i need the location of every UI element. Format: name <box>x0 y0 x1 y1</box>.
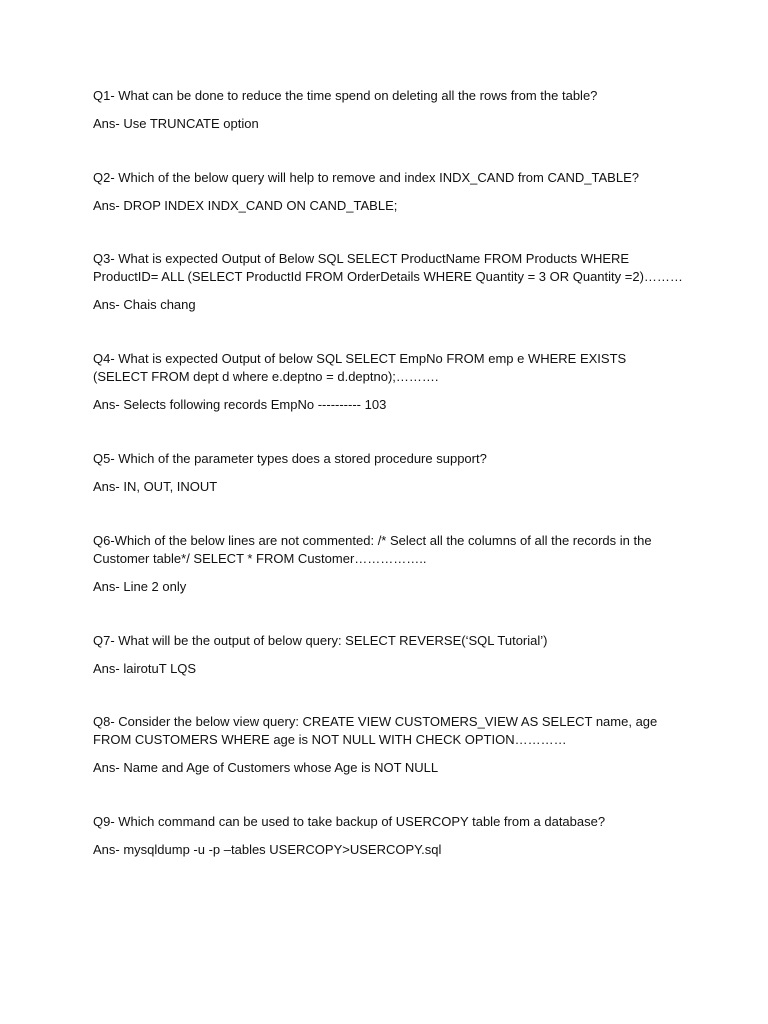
qa-item-5 <box>93 450 683 496</box>
question-text: Q9- Which command can be used to take backup of USERCOPY table from a database? <box>93 814 606 829</box>
answer-text: Ans- lairotuT LQS <box>93 661 197 676</box>
answer-text: Ans- Chais chang <box>93 297 196 312</box>
qa-item-8 <box>93 713 683 777</box>
question-text: Q2- Which of the below query will help to remove and index INDX_CAND from CAND_TABLE? <box>93 170 639 185</box>
qa-item-7 <box>93 632 683 678</box>
qa-item-3 <box>93 250 683 314</box>
question-text: Q3- What is expected Output of Below SQL SELECT ProductName FROM Products WHERE ProductID= ALL (SELECT ProductId FROM OrderDetails WHERE Quantity = 3 OR Quantity =2)……… <box>93 251 683 284</box>
question-text: Q7- What will be the output of below query: SELECT REVERSE(‘SQL Tutorial’) <box>93 633 548 648</box>
question-text: Q8- Consider the below view query: CREATE VIEW CUSTOMERS_VIEW AS SELECT name, age FROM CUSTOMERS WHERE age is NOT NULL WITH CHECK OPTION………… <box>93 714 658 747</box>
question-text: Q5- Which of the parameter types does a stored procedure support? <box>93 451 487 466</box>
question-text: Q4- What is expected Output of below SQL SELECT EmpNo FROM emp e WHERE EXISTS (SELECT FROM dept d where e.deptno = d.deptno);………. <box>93 351 627 384</box>
qa-item-1 <box>93 87 683 133</box>
answer-text: Ans- DROP INDEX INDX_CAND ON CAND_TABLE; <box>93 198 398 213</box>
answer-text: Ans- Line 2 only <box>93 579 187 594</box>
qa-item-6 <box>93 532 683 596</box>
answer-text: Ans- mysqldump -u -p –tables USERCOPY>USERCOPY.sql <box>93 842 442 857</box>
answer-text: Ans- Use TRUNCATE option <box>93 116 259 131</box>
qa-item-9 <box>93 813 683 859</box>
answer-text: Ans- Name and Age of Customers whose Age is NOT NULL <box>93 760 439 775</box>
answer-text: Ans- Selects following records EmpNo ---------- 103 <box>93 397 387 412</box>
qa-item-2 <box>93 169 683 215</box>
answer-text: Ans- IN, OUT, INOUT <box>93 479 218 494</box>
qa-item-4 <box>93 350 683 414</box>
question-text: Q1- What can be done to reduce the time spend on deleting all the rows from the table? <box>93 88 598 103</box>
question-text: Q6-Which of the below lines are not commented: /* Select all the columns of all the records in the Customer table*/ SELECT * FROM Customer…………….. <box>93 533 652 566</box>
